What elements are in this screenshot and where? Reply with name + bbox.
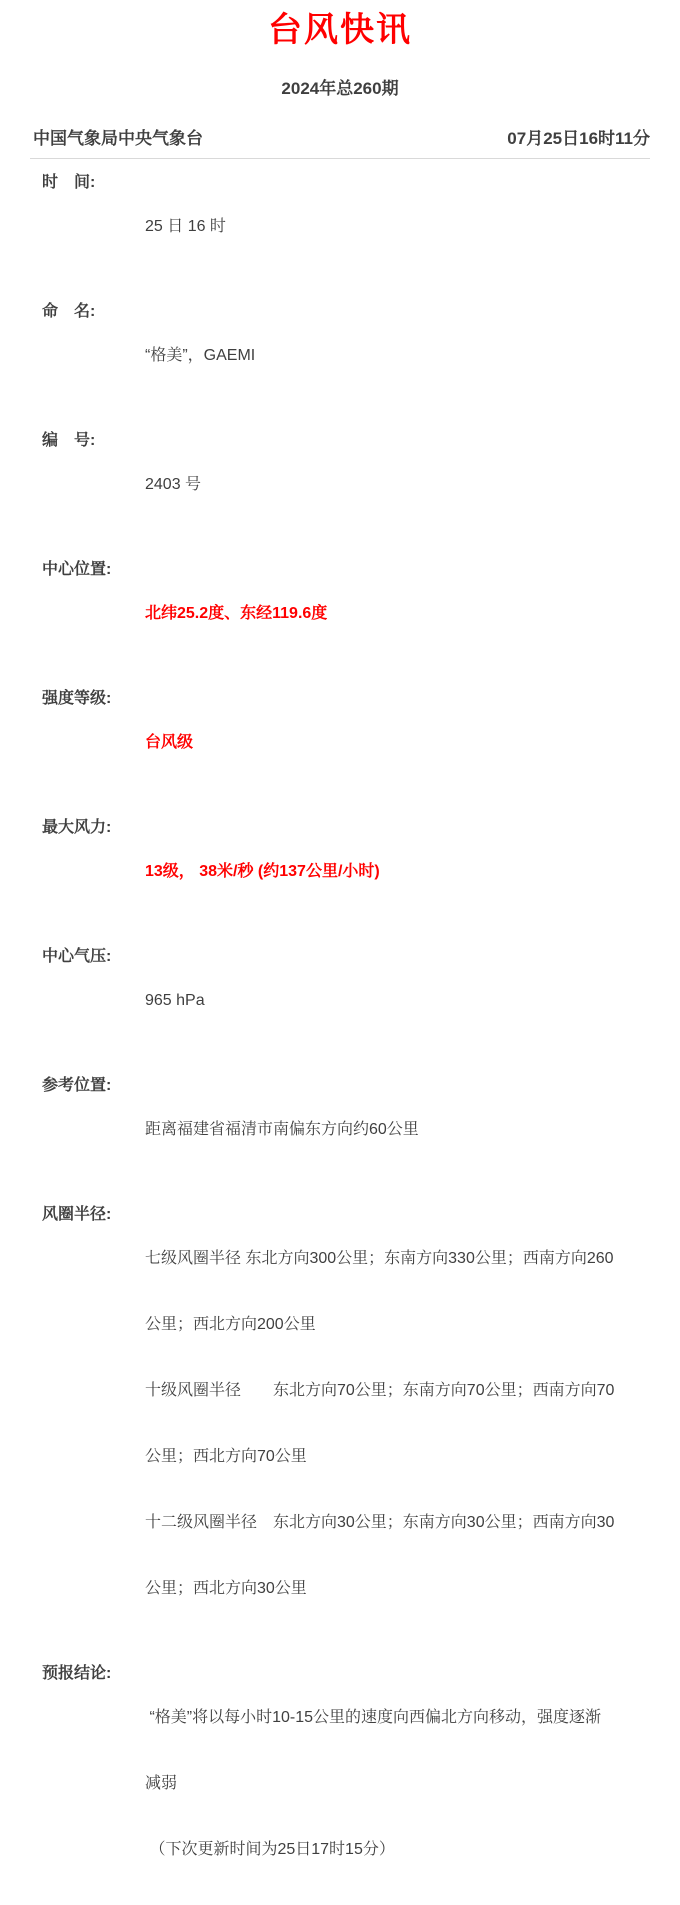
value-line: 公里；西北方向200公里 [145,1316,316,1333]
field-value [145,430,650,540]
value-line: “格美”将以每小时10-15公里的速度向西偏北方向移动，强度逐渐 [145,1709,602,1726]
field-label: 参考位置: [42,1077,112,1094]
field-value [145,946,650,1056]
value-line: 公里；西北方向30公里 [145,1580,307,1597]
value-line: 十级风圈半径 东北方向70公里；东南方向70公里；西南方向70 [145,1382,615,1399]
value-line: 公里；西北方向70公里 [145,1448,307,1465]
agency-name: 中国气象局中央气象台 [33,129,203,148]
field-row-name [30,301,650,411]
field-value [145,172,650,282]
header-divider [30,158,650,159]
value-line: 距离福建省福清市南偏东方向约60公里 [145,1121,419,1138]
value-line: 减弱 [145,1775,178,1792]
value-line: （下次更新时间为25日17时15分） [145,1841,395,1858]
field-row-forecast-conclusion [30,1663,650,1905]
field-row-center-position [30,559,650,669]
value-line: 北纬25.2度、东经119.6度 [145,605,328,622]
field-value [145,301,650,411]
field-row-max-wind [30,817,650,927]
field-label: 风圈半径: [42,1206,112,1223]
field-row-wind-circle-radius [30,1204,650,1644]
field-row-number [30,430,650,540]
field-value [145,1663,650,1905]
field-row-central-pressure [30,946,650,1056]
value-line: “格美”，GAEMI [145,347,256,364]
field-row-intensity [30,688,650,798]
field-row-time [30,172,650,282]
field-value [145,1075,650,1185]
value-line: 13级， 38米/秒 (约137公里/小时) [145,863,380,880]
field-value [145,1204,650,1644]
value-line: 25 日 16 时 [145,218,226,235]
field-row-reference-position [30,1075,650,1185]
field-value [145,817,650,927]
field-value [145,688,650,798]
field-label: 编 号: [42,432,96,449]
value-line: 七级风圈半径 东北方向300公里；东南方向330公里；西南方向260 [145,1250,614,1267]
field-label: 时 间: [42,174,96,191]
field-label: 强度等级: [42,690,112,707]
fields-list [30,172,650,1905]
issue-datetime: 07月25日16时11分 [507,129,650,148]
value-line: 965 hPa [145,992,205,1009]
field-label: 命 名: [42,303,96,320]
value-line: 2403 号 [145,476,202,493]
page-title: 台风快讯 [268,11,412,49]
issue-number: 2024年总260期 [281,79,399,98]
field-label: 最大风力: [42,819,112,836]
value-line: 台风级 [145,734,194,751]
field-value [145,559,650,669]
field-label: 预报结论: [42,1665,112,1682]
field-label: 中心气压: [42,948,112,965]
bulletin-header [30,128,650,150]
field-label: 中心位置: [42,561,112,578]
value-line: 十二级风圈半径 东北方向30公里；东南方向30公里；西南方向30 [145,1514,615,1531]
